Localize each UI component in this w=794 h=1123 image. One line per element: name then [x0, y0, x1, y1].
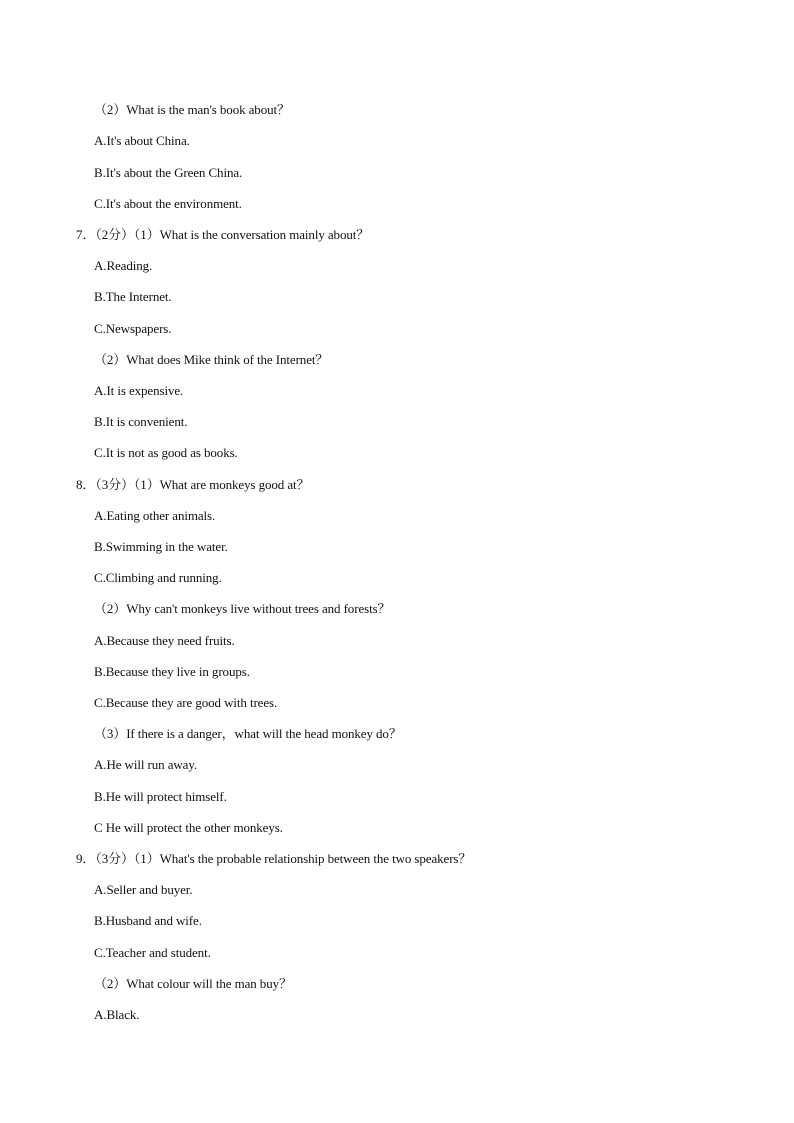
option-8-1-a: A.Eating other animals.	[94, 508, 216, 523]
option-9-1-a: A.Seller and buyer.	[94, 882, 193, 897]
question-7-2: （2）What does Mike think of the Internet？	[94, 352, 329, 367]
option-7-1-c: C.Newspapers.	[94, 321, 172, 336]
option-7-1-b: B.The Internet.	[94, 289, 172, 304]
option-8-3-a: A.He will run away.	[94, 757, 198, 772]
option-8-1-b: B.Swimming in the water.	[94, 539, 228, 554]
option-9-2-a: A.Black.	[94, 1007, 140, 1022]
question-7-1: 7．（2分）（1）What is the conversation mainly about？	[76, 227, 370, 242]
option-7-2-c: C.It is not as good as books.	[94, 445, 238, 460]
question-8-3: （3）If there is a danger，what will the head monkey do？	[94, 726, 402, 741]
option-8-2-c: C.Because they are good with trees.	[94, 695, 278, 710]
option-9-1-c: C.Teacher and student.	[94, 945, 211, 960]
option-6-2-c: C.It's about the environment.	[94, 196, 242, 211]
option-7-2-a: A.It is expensive.	[94, 383, 184, 398]
option-8-1-c: C.Climbing and running.	[94, 570, 222, 585]
option-8-2-b: B.Because they live in groups.	[94, 664, 250, 679]
question-9-2: （2）What colour will the man buy？	[94, 976, 292, 991]
option-8-3-c: C He will protect the other monkeys.	[94, 820, 283, 835]
question-6-2: （2）What is the man's book about？	[94, 102, 290, 117]
option-6-2-a: A.It's about China.	[94, 133, 190, 148]
option-9-1-b: B.Husband and wife.	[94, 913, 202, 928]
question-9-1: 9．（3分）（1）What's the probable relationship between the two speakers？	[76, 851, 472, 866]
option-7-2-b: B.It is convenient.	[94, 414, 188, 429]
option-7-1-a: A.Reading.	[94, 258, 153, 273]
option-6-2-b: B.It's about the Green China.	[94, 165, 243, 180]
question-8-2: （2）Why can't monkeys live without trees and forests？	[94, 601, 391, 616]
option-8-3-b: B.He will protect himself.	[94, 789, 227, 804]
question-8-1: 8．（3分）（1）What are monkeys good at？	[76, 477, 310, 492]
option-8-2-a: A.Because they need fruits.	[94, 633, 235, 648]
